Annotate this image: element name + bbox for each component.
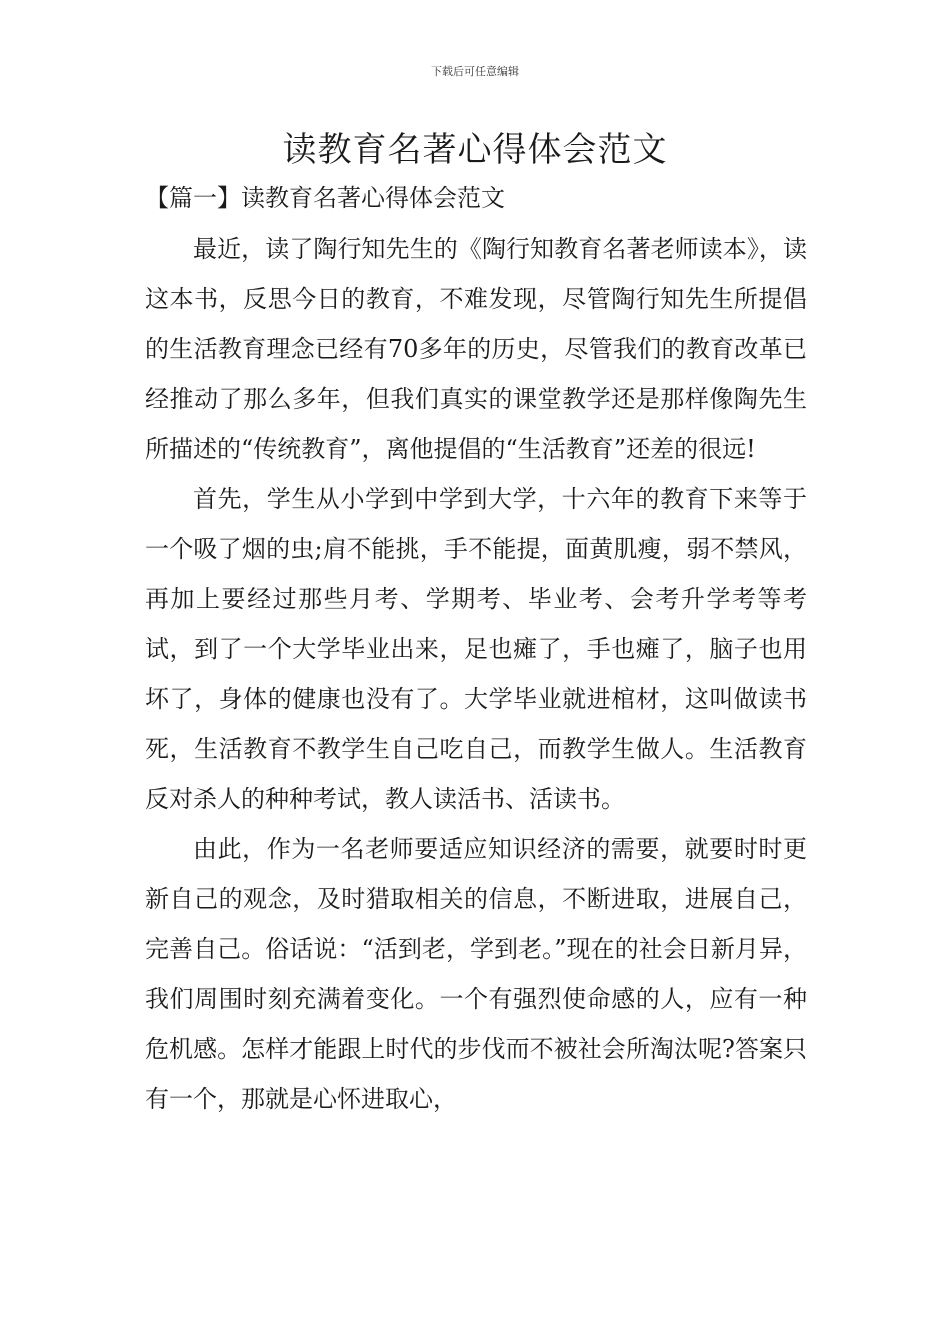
paragraph-3: 由此，作为一名老师要适应知识经济的需要，就要时时更新自己的观念，及时猎取相关的信息，不断进取，进展自己，完善自己。俗话说：“活到老，学到老。”现在的社会日新月异，我们周围时刻充满着变化。一个有强烈使命感的人，应有一种危机感。怎样才能跟上时代的步伐而不被社会所淘汰呢?答案只有一个，那就是心怀进取心，: [145, 835, 807, 1113]
section-heading: 【篇一】读教育名著心得体会范文: [145, 184, 505, 212]
document-body: [145, 224, 807, 1124]
paragraph-2: 首先，学生从小学到中学到大学，十六年的教育下来等于一个吸了烟的虫;肩不能挑，手不能提，面黄肌瘦，弱不禁风，再加上要经过那些月考、学期考、毕业考、会考升学考等考试，到了一个大学毕业出来，足也瘫了，手也瘫了，脑子也用坏了，身体的健康也没有了。大学毕业就进棺材，这叫做读书死，生活教育不教学生自己吃自己，而教学生做人。生活教育反对杀人的种种考试，教人读活书、活读书。: [145, 485, 807, 813]
paragraph-1: 最近，读了陶行知先生的《陶行知教育名著老师读本》，读这本书，反思今日的教育，不难发现，尽管陶行知先生所提倡的生活教育理念已经有70多年的历史，尽管我们的教育改革已经推动了那么多年，但我们真实的课堂教学还是那样像陶先生所描述的“传统教育”，离他提倡的“生活教育”还差的很远!: [145, 235, 807, 463]
header-note: 下载后可任意编辑: [431, 65, 519, 78]
document-title: 读教育名著心得体会范文: [282, 130, 668, 170]
